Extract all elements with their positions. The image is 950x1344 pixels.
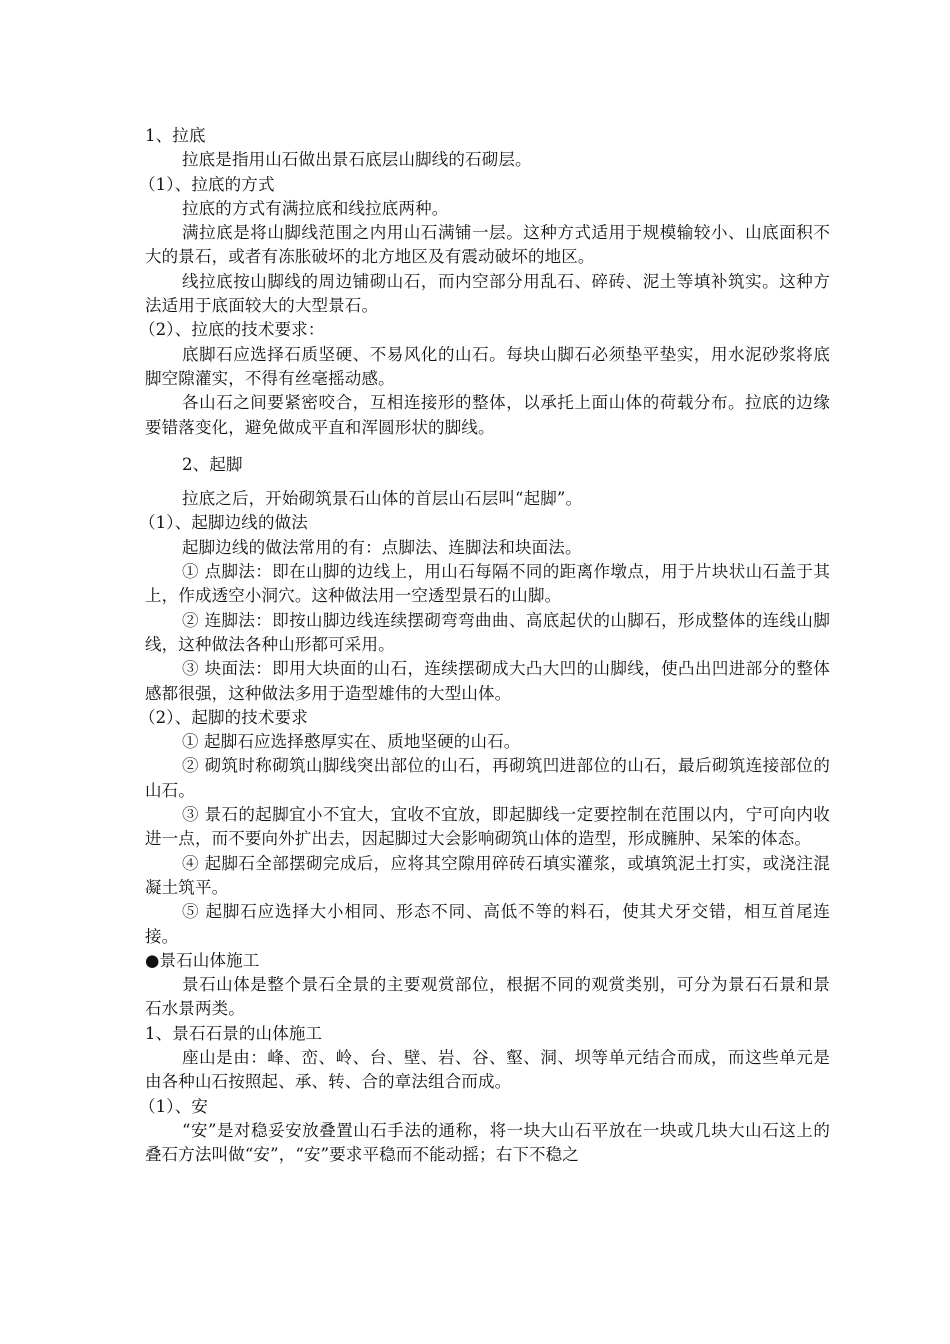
paragraph: 座山是由：峰、峦、岭、台、壁、岩、谷、壑、洞、坝等单元结合而成，而这些单元是由各种山石按照起、承、转、合的章法组合而成。: [145, 1047, 830, 1092]
subsection-heading: （2）、拉底的技术要求：: [139, 320, 325, 340]
paragraph: 起脚边线的做法常用的有：点脚法、连脚法和块面法。: [182, 537, 582, 557]
paragraph: 拉底是指用山石做出景石底层山脚线的石砌层。: [182, 150, 532, 170]
paragraph: 拉底之后，开始砌筑景石山体的首层山石层叫“起脚”。: [182, 489, 583, 509]
list-item: ② 连脚法：即按山脚边线连续摆砌弯弯曲曲、高底起伏的山脚石，形成整体的连线山脚线，这种做法各种山形都可采用。: [145, 610, 830, 654]
list-item: ③ 景石的起脚宜小不宜大，宜收不宜放，即起脚线一定要控制在范围以内，宁可向内收进一点，而不要向外扩出去，因起脚过大会影响砌筑山体的造型，形成臃肿、呆笨的体态。: [145, 805, 830, 849]
paragraph: 各山石之间要紧密咬合，互相连接形的整体，以承托上面山体的荷载分布。拉底的边缘要错落变化，避免做成平直和浑圆形状的脚线。: [145, 393, 830, 437]
paragraph: 线拉底按山脚线的周边铺砌山石，而内空部分用乱石、碎砖、泥土等填补筑实。这种方法适用于底面较大的大型景石。: [145, 271, 830, 316]
subsection-heading: （1）、拉底的方式: [139, 174, 275, 194]
subsection-heading: （2）、起脚的技术要求: [139, 707, 308, 727]
section-heading: 1、景石石景的山体施工: [145, 1023, 323, 1043]
paragraph: 拉底的方式有满拉底和线拉底两种。: [182, 198, 449, 218]
list-item: ② 砌筑时称砌筑山脚线突出部位的山石，再砌筑凹进部位的山石，最后砌筑连接部位的山石。: [145, 756, 830, 800]
paragraph: 满拉底是将山脚线范围之内用山石满铺一层。这种方式适用于规模输较小、山底面积不大的景石，或者有冻胀破坏的北方地区及有震动破坏的地区。: [145, 223, 830, 267]
section-heading-bullet: ●景石山体施工: [145, 950, 260, 970]
list-item: ④ 起脚石全部摆砌完成后，应将其空隙用碎砖石填实灌浆，或填筑泥土打实，或浇注混凝土筑平。: [145, 853, 830, 897]
paragraph: 景石山体是整个景石全景的主要观赏部位，根据不同的观赏类别，可分为景石石景和景石水景两类。: [145, 975, 830, 1019]
list-item: ③ 块面法：即用大块面的山石，连续摆砌成大凸大凹的山脚线，使凸出凹进部分的整体感都很强，这种做法多用于造型雄伟的大型山体。: [145, 659, 830, 703]
document-page: [139, 124, 830, 1167]
subsection-heading: （1）、起脚边线的做法: [139, 513, 308, 533]
subsection-heading: （1）、安: [139, 1096, 208, 1116]
list-item: ① 点脚法：即在山脚的边线上，用山石每隔不同的距离作墩点，用于片块状山石盖于其上，作成透空小洞穴。这种做法用一空透型景石的山脚。: [145, 562, 830, 606]
section-heading-la-di: 1、拉底: [145, 126, 206, 145]
list-item: ① 起脚石应选择憨厚实在、质地坚硬的山石。: [182, 732, 521, 752]
list-item: ⑤ 起脚石应选择大小相同、形态不同、高低不等的料石，使其犬牙交错，相互首尾连接。: [145, 902, 830, 946]
paragraph: “安”是对稳妥安放叠置山石手法的通称，将一块大山石平放在一块或几块大山石这上的叠石方法叫做“安”，“安”要求平稳而不能动摇；右下不稳之: [145, 1120, 830, 1165]
section-heading-qi-jiao: 2、起脚: [182, 454, 243, 474]
paragraph: 底脚石应选择石质坚硬、不易风化的山石。每块山脚石必须垫平垫实，用水泥砂浆将底脚空隙灌实，不得有丝毫摇动感。: [145, 344, 830, 388]
